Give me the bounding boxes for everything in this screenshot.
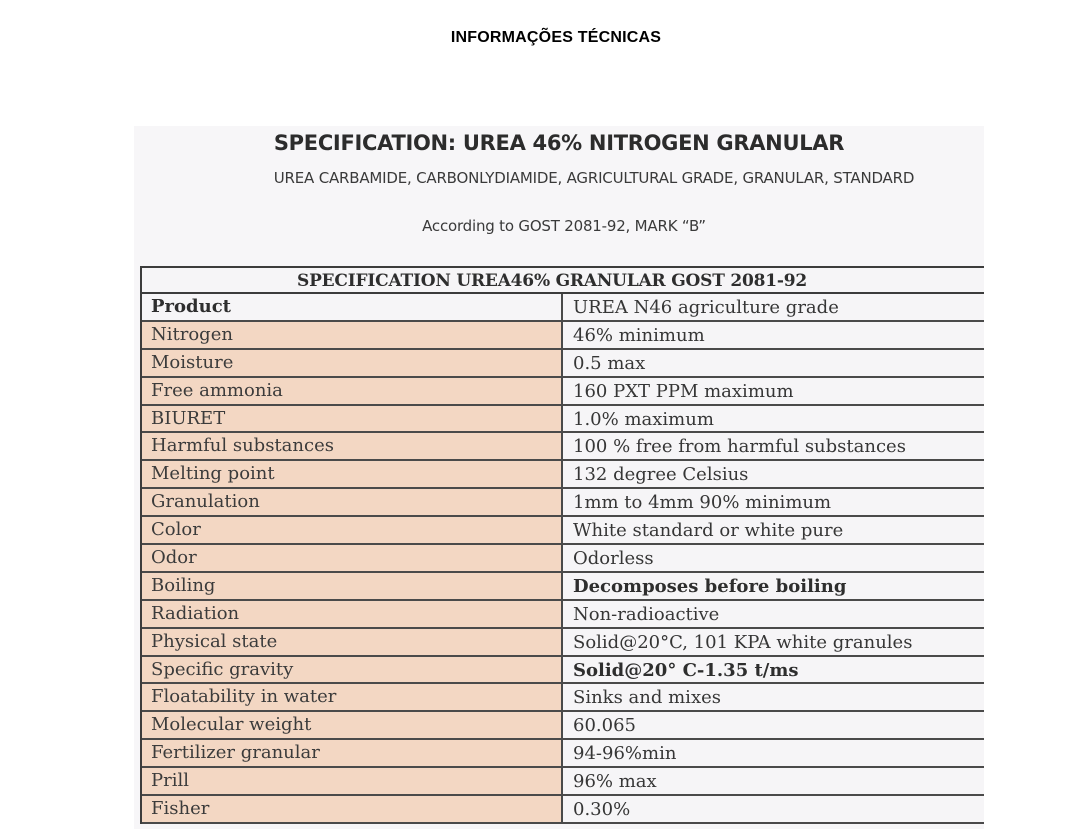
row-value: 60.065	[563, 712, 984, 738]
row-value: Solid@20° C-1.35 t/ms	[563, 657, 984, 683]
row-label: Boiling	[142, 573, 563, 599]
row-label: Nitrogen	[142, 322, 563, 348]
row-label: Granulation	[142, 489, 563, 515]
row-value: 160 PXT PPM maximum	[563, 378, 984, 404]
row-label: Molecular weight	[142, 712, 563, 738]
table-row	[142, 573, 984, 601]
row-label: Floatability in water	[142, 684, 563, 710]
table-row	[142, 350, 984, 378]
row-label: BIURET	[142, 406, 563, 432]
row-label: Prill	[142, 768, 563, 794]
table-row	[142, 545, 984, 573]
table-row	[142, 684, 984, 712]
row-label: Free ammonia	[142, 378, 563, 404]
table-row	[142, 796, 984, 824]
row-label: Melting point	[142, 461, 563, 487]
row-label: Odor	[142, 545, 563, 571]
table-row	[142, 601, 984, 629]
row-label: Harmful substances	[142, 433, 563, 459]
table-row	[142, 294, 984, 322]
table-row	[142, 489, 984, 517]
row-label: Fertilizer granular	[142, 740, 563, 766]
row-value: Decomposes before boiling	[563, 573, 984, 599]
scanned-specification-image	[134, 126, 984, 829]
row-label: Fisher	[142, 796, 563, 822]
table-row	[142, 378, 984, 406]
row-value: 96% max	[563, 768, 984, 794]
row-label: Radiation	[142, 601, 563, 627]
row-label: Moisture	[142, 350, 563, 376]
row-value: Solid@20°C, 101 KPA white granules	[563, 629, 984, 655]
row-label: Specific gravity	[142, 657, 563, 683]
row-value: Odorless	[563, 545, 984, 571]
row-value: 100 % free from harmful substances	[563, 433, 984, 459]
row-label: Product	[142, 294, 563, 320]
specification-title: SPECIFICATION: UREA 46% NITROGEN GRANULAR	[273, 131, 845, 155]
specification-standard: According to GOST 2081-92, MARK “B”	[422, 217, 706, 235]
table-row	[142, 629, 984, 657]
row-label: Color	[142, 517, 563, 543]
specification-table	[140, 266, 984, 824]
row-value: 94-96%min	[563, 740, 984, 766]
specification-subtitle: UREA CARBAMIDE, CARBONLYDIAMIDE, AGRICULTURAL GRADE, GRANULAR, STANDARD	[273, 169, 915, 187]
row-label: Physical state	[142, 629, 563, 655]
row-value: 0.5 max	[563, 350, 984, 376]
row-value: Non-radioactive	[563, 601, 984, 627]
row-value: White standard or white pure	[563, 517, 984, 543]
row-value: UREA N46 agriculture grade	[563, 294, 984, 320]
row-value: 1.0% maximum	[563, 406, 984, 432]
table-row	[142, 461, 984, 489]
table-row	[142, 657, 984, 685]
table-row	[142, 517, 984, 545]
table-row	[142, 768, 984, 796]
table-row	[142, 740, 984, 768]
table-row	[142, 322, 984, 350]
row-value: 0.30%	[563, 796, 984, 822]
table-row	[142, 406, 984, 434]
table-row	[142, 433, 984, 461]
row-value: 46% minimum	[563, 322, 984, 348]
table-row	[142, 712, 984, 740]
table-header: SPECIFICATION UREA46% GRANULAR GOST 2081-92	[142, 268, 984, 294]
row-value: Sinks and mixes	[563, 684, 984, 710]
row-value: 132 degree Celsius	[563, 461, 984, 487]
row-value: 1mm to 4mm 90% minimum	[563, 489, 984, 515]
page-title: INFORMAÇÕES TÉCNICAS	[450, 29, 662, 46]
